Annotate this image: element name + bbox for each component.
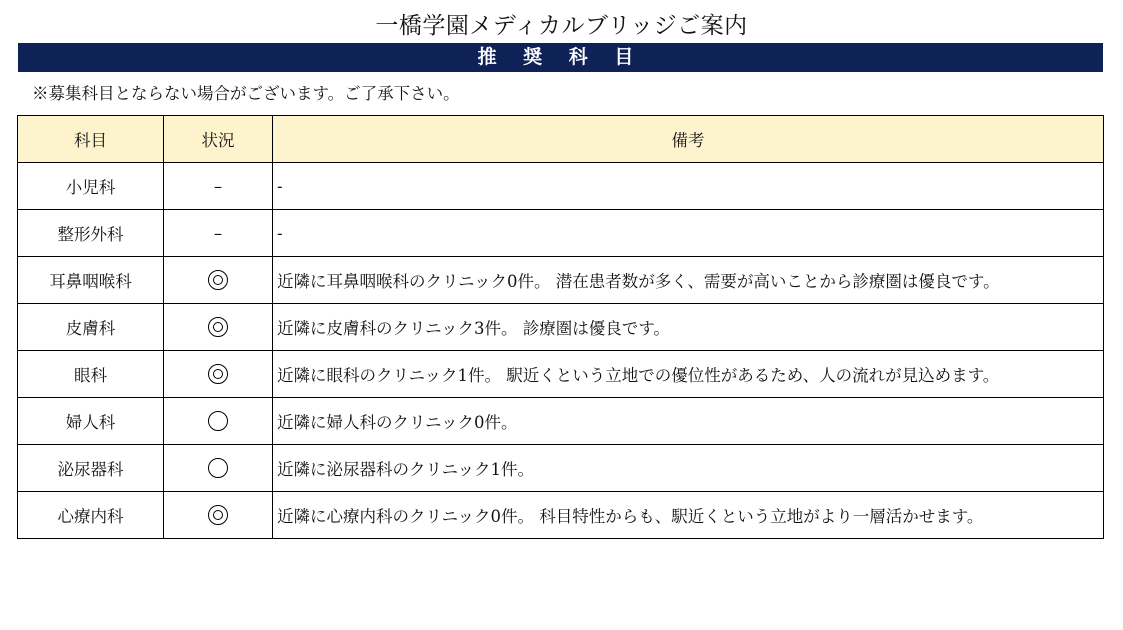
header-remarks: 備考 [273, 116, 1104, 163]
status-cell [164, 492, 273, 539]
header-status: 状況 [164, 116, 273, 163]
section-banner: 推 奨 科 目 [18, 43, 1103, 72]
double-circle-icon [208, 270, 228, 290]
recommended-subjects-table [17, 115, 1104, 539]
table-body [18, 163, 1104, 539]
table-row [18, 257, 1104, 304]
table-row [18, 351, 1104, 398]
dash-icon: – [213, 224, 223, 243]
double-circle-icon [208, 317, 228, 337]
status-cell [164, 304, 273, 351]
double-circle-icon [208, 505, 228, 525]
subject-cell: 眼科 [18, 351, 164, 398]
table-row [18, 210, 1104, 257]
page-title: 一橋学園メディカルブリッジご案内 [375, 13, 748, 39]
status-cell [164, 398, 273, 445]
remarks-cell: 近隣に皮膚科のクリニック3件。 診療圏は優良です。 [273, 304, 1104, 351]
remarks-cell: 近隣に泌尿器科のクリニック1件。 [273, 445, 1104, 492]
table-row [18, 304, 1104, 351]
status-cell [164, 210, 273, 257]
subject-cell: 皮膚科 [18, 304, 164, 351]
dash-icon: – [213, 177, 223, 196]
double-circle-icon [208, 364, 228, 384]
subject-cell: 小児科 [18, 163, 164, 210]
subject-cell: 耳鼻咽喉科 [18, 257, 164, 304]
subject-cell: 整形外科 [18, 210, 164, 257]
subject-cell: 泌尿器科 [18, 445, 164, 492]
disclaimer-note: ※募集科目とならない場合がございます。ご了承下さい。 [32, 84, 460, 103]
subject-cell: 婦人科 [18, 398, 164, 445]
status-cell [164, 445, 273, 492]
remarks-cell: - [273, 210, 1104, 257]
table-row [18, 398, 1104, 445]
circle-icon [208, 458, 228, 478]
remarks-cell: - [273, 163, 1104, 210]
table-row [18, 163, 1104, 210]
header-subject: 科目 [18, 116, 164, 163]
table-row [18, 492, 1104, 539]
status-cell [164, 351, 273, 398]
subject-cell: 心療内科 [18, 492, 164, 539]
table-header-row [18, 116, 1104, 163]
remarks-cell: 近隣に心療内科のクリニック0件。 科目特性からも、駅近くという立地がより一層活かせます。 [273, 492, 1104, 539]
status-cell [164, 163, 273, 210]
circle-icon [208, 411, 228, 431]
table-row [18, 445, 1104, 492]
remarks-cell: 近隣に耳鼻咽喉科のクリニック0件。 潜在患者数が多く、需要が高いことから診療圏は優良です。 [273, 257, 1104, 304]
remarks-cell: 近隣に婦人科のクリニック0件。 [273, 398, 1104, 445]
status-cell [164, 257, 273, 304]
remarks-cell: 近隣に眼科のクリニック1件。 駅近くという立地での優位性があるため、人の流れが見込めます。 [273, 351, 1104, 398]
